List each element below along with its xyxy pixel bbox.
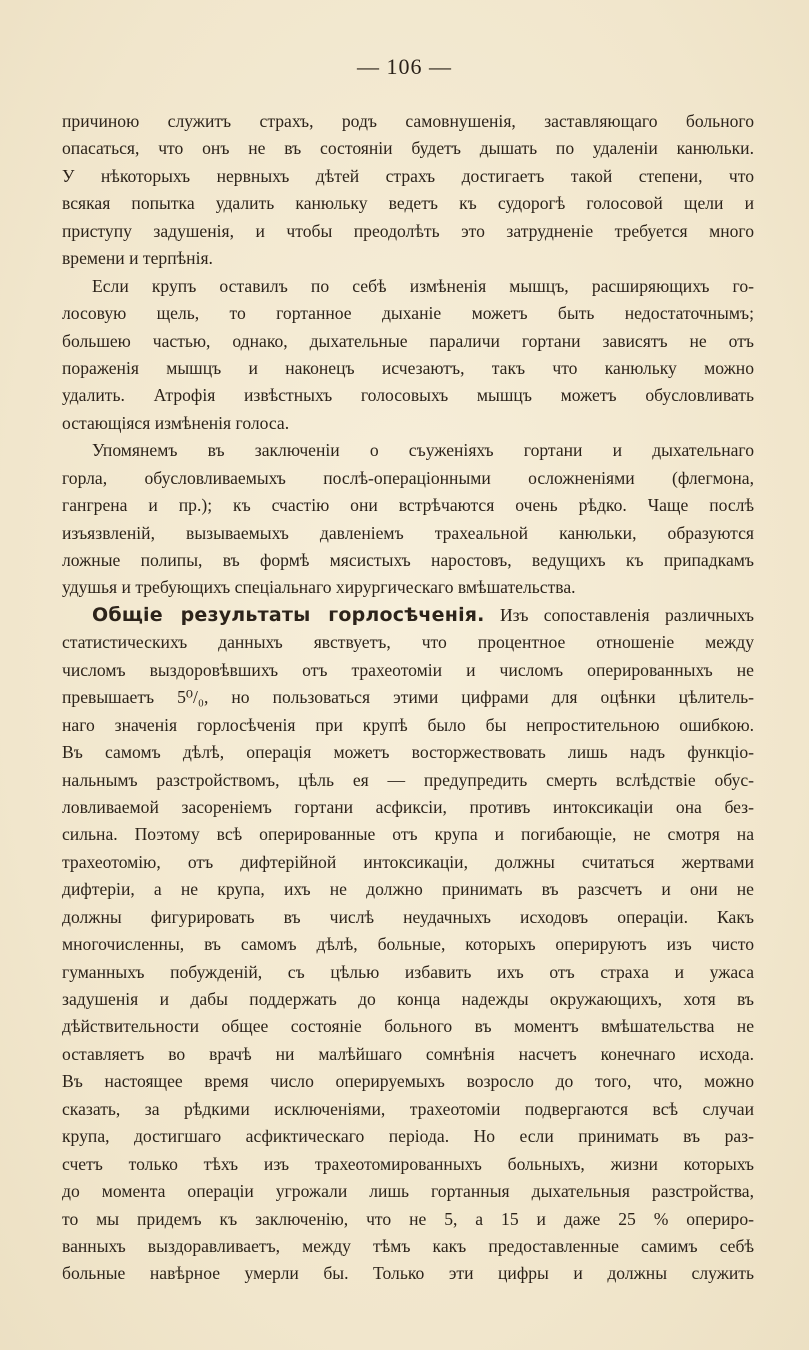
text-line: пораженія мышцъ и наконецъ исчезаютъ, такъ что канюльку можно	[62, 357, 754, 378]
line-text: Изъ сопоставленія различныхъ	[499, 604, 754, 625]
text-line: Въ самомъ дѣлѣ, операція можетъ восторжествовать лишь надъ функціо-	[62, 742, 754, 763]
text-line: статистическихъ данныхъ явствуетъ, что процентное отношеніе между	[62, 632, 754, 653]
text-line: опасаться, что онъ не въ состояніи будетъ дышать по удаленіи канюльки.	[62, 138, 754, 159]
section-heading: Общіе результаты горлосѣченія.	[92, 603, 485, 626]
text-line: У нѣкоторыхъ нервныхъ дѣтей страхъ достигаетъ такой степени, что	[62, 165, 754, 186]
text-line: лосовую щель, то гортанное дыханіе можетъ быть недостаточнымъ;	[62, 303, 754, 324]
text-line: Упомянемъ въ заключеніи о съуженіяхъ гортани и дыхательнаго	[92, 440, 754, 461]
text-line: сказать, за рѣдкими исключеніями, трахеотоміи подвергаются всѣ случаи	[62, 1098, 754, 1119]
text-line: гангрена и пр.); къ счастію они встрѣчаются очень рѣдко. Чаще послѣ	[62, 495, 754, 516]
text-line: больные навѣрное умерли бы. Только эти цифры и должны служить	[62, 1263, 754, 1284]
text-line: всякая попытка удалить канюльку ведетъ къ судорогѣ голосовой щели и	[62, 193, 754, 214]
text-line: ванныхъ выздоравливаетъ, между тѣмъ какъ предоставленные самимъ себѣ	[62, 1235, 754, 1256]
text-line: горла, обусловливаемыхъ послѣ-операціонными осложненіями (флегмона,	[62, 467, 754, 488]
text-line: гуманныхъ побужденій, съ цѣлью избавить ихъ отъ страха и ужаса	[62, 961, 754, 982]
text-line: то мы придемъ къ заключенію, что не 5, а 15 и даже 25 % опериро-	[62, 1208, 754, 1229]
text-line: Въ настоящее время число оперируемыхъ возросло до того, что, можно	[62, 1071, 754, 1092]
text-line: должны фигурировать въ числѣ неудачныхъ исходовъ операціи. Какъ	[62, 906, 754, 927]
text-line: превышаетъ 5⁰/₀, но пользоваться этими цифрами для оцѣнки цѣлитель-	[62, 687, 754, 708]
text-line: задушенія и дабы поддержать до конца надежды окружающихъ, хотя въ	[62, 989, 754, 1009]
text-line: сильна. Поэтому всѣ оперированные отъ крупа и погибающіе, не смотря на	[62, 824, 754, 845]
text-line: большею частью, однако, дыхательные параличи гортани зависятъ не отъ	[62, 330, 754, 351]
text-line: нальнымъ разстройствомъ, цѣль ея — предупредить смерть вслѣдствіе обус-	[62, 769, 754, 790]
text-line: изъязвленій, вызываемыхъ давленіемъ трахеальной канюльки, образуются	[62, 522, 754, 543]
text-line: Если крупъ оставилъ по себѣ измѣненія мышцъ, расширяющихъ го-	[92, 275, 754, 296]
text-line: приступу задушенія, и чтобы преодолѣть это затрудненіе требуется много	[62, 220, 754, 241]
text-line: остающіяся измѣненія голоса.	[62, 412, 290, 433]
text-line: причиною служитъ страхъ, родъ самовнушенія, заставляющаго больного	[62, 111, 754, 131]
text-line: до момента операціи угрожали лишь гортанныя дыхательныя разстройства,	[62, 1181, 754, 1202]
text-line: наго значенія горлосѣченія при крупѣ было бы непростительною ошибкою.	[62, 714, 754, 735]
text-line: счетъ только тѣхъ изъ трахеотомированныхъ больныхъ, жизни которыхъ	[62, 1153, 754, 1174]
text-line	[62, 602, 754, 629]
text-line: крупа, достигшаго асфиктическаго періода. Но если принимать въ раз-	[62, 1126, 754, 1147]
text-line: дифтеріи, а не крупа, ихъ не должно принимать въ разсчетъ и они не	[62, 879, 754, 900]
text-line: времени и терпѣнія.	[62, 248, 213, 269]
text-line: числомъ выздоровѣвшихъ отъ трахеотоміи и числомъ оперированныхъ не	[62, 659, 754, 680]
text-line: удушья и требующихъ спеціальнаго хирургическаго вмѣшательства.	[62, 577, 576, 598]
text-line: дѣйствительности общее состояніе больного въ моментъ вмѣшательства не	[62, 1016, 754, 1037]
text-line: удалить. Атрофія извѣстныхъ голосовыхъ мышцъ можетъ обусловливать	[62, 385, 754, 406]
text-line: ложные полипы, въ формѣ мясистыхъ наростовъ, ведущихъ къ припадкамъ	[62, 550, 754, 570]
body-text	[62, 108, 754, 1288]
text-line: многочисленны, въ самомъ дѣлѣ, больные, которыхъ оперируютъ изъ чисто	[62, 934, 754, 955]
text-line: оставляетъ во врачѣ ни малѣйшаго сомнѣнія насчетъ конечнаго исхода.	[62, 1043, 754, 1064]
text-line: трахеотомію, отъ дифтерійной интоксикаціи, должны считаться жертвами	[62, 851, 754, 872]
text-line: ловливаемой засореніемъ гортани асфиксіи, противъ интоксикаціи она без-	[62, 796, 754, 817]
page-number: — 106 —	[357, 54, 452, 79]
